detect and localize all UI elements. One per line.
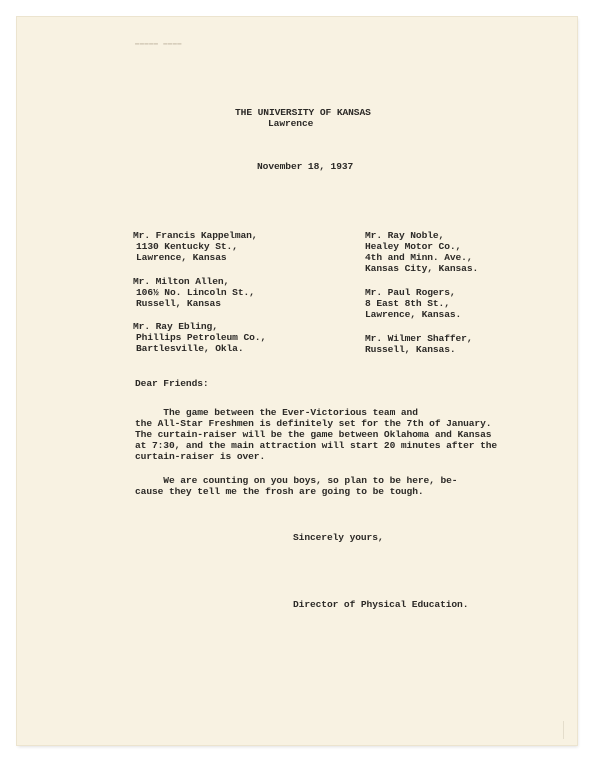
address-line: Kansas City, Kansas. — [365, 263, 479, 274]
address-line: Russell, Kansas. — [365, 344, 456, 355]
address-line: Mr. Wilmer Shaffer, — [365, 333, 473, 344]
body-line: The curtain-raiser will be the game between Oklahoma and Kansas — [135, 429, 492, 440]
recipient-address-6 — [365, 333, 473, 355]
body-paragraph-2 — [135, 475, 457, 497]
address-line: 1130 Kentucky St., — [136, 241, 238, 252]
body-line: We are counting on you boys, so plan to be here, be- — [135, 475, 458, 486]
signature-title: Director of Physical Education. — [293, 599, 469, 610]
faint-stamp-mark: ▬▬▬▬▬ ▬▬▬▬ — [135, 40, 183, 48]
address-line: Phillips Petroleum Co., — [136, 332, 267, 343]
recipient-address-4 — [365, 230, 478, 274]
address-line: Lawrence, Kansas. — [365, 309, 462, 320]
letter-date: November 18, 1937 — [257, 161, 354, 172]
body-line: cause they tell me the frosh are going to be tough. — [135, 486, 424, 497]
address-line: Mr. Paul Rogers, — [365, 287, 456, 298]
salutation: Dear Friends: — [135, 378, 209, 389]
recipient-address-5 — [365, 287, 461, 320]
address-line: Mr. Francis Kappelman, — [133, 230, 258, 241]
address-line: 8 East 8th St., — [365, 298, 450, 309]
address-line: 4th and Minn. Ave., — [365, 252, 473, 263]
recipient-address-3 — [133, 321, 266, 354]
recipient-address-1 — [133, 230, 257, 263]
address-line: Russell, Kansas — [136, 298, 221, 309]
body-line: The game between the Ever-Victorious team and — [135, 407, 418, 418]
body-line: at 7:30, and the main attraction will start 20 minutes after the — [135, 440, 498, 451]
recipient-address-2 — [133, 276, 255, 309]
closing: Sincerely yours, — [293, 532, 384, 543]
address-line: Mr. Ray Ebling, — [133, 321, 218, 332]
address-line: Mr. Milton Allen, — [133, 276, 230, 287]
letterhead-city: Lawrence — [268, 118, 314, 129]
address-line: Mr. Ray Noble, — [365, 230, 445, 241]
address-line: Healey Motor Co., — [365, 241, 462, 252]
letterhead-institution: THE UNIVERSITY OF KANSAS — [235, 107, 371, 118]
address-line: 106½ No. Lincoln St., — [136, 287, 255, 298]
body-line: the All-Star Freshmen is definitely set for the 7th of January. — [135, 418, 492, 429]
body-line: curtain-raiser is over. — [135, 451, 266, 462]
body-paragraph-1 — [135, 407, 497, 462]
margin-pencil-mark — [563, 721, 572, 739]
letter-page — [17, 17, 577, 745]
address-line: Bartlesville, Okla. — [136, 343, 244, 354]
address-line: Lawrence, Kansas — [136, 252, 227, 263]
